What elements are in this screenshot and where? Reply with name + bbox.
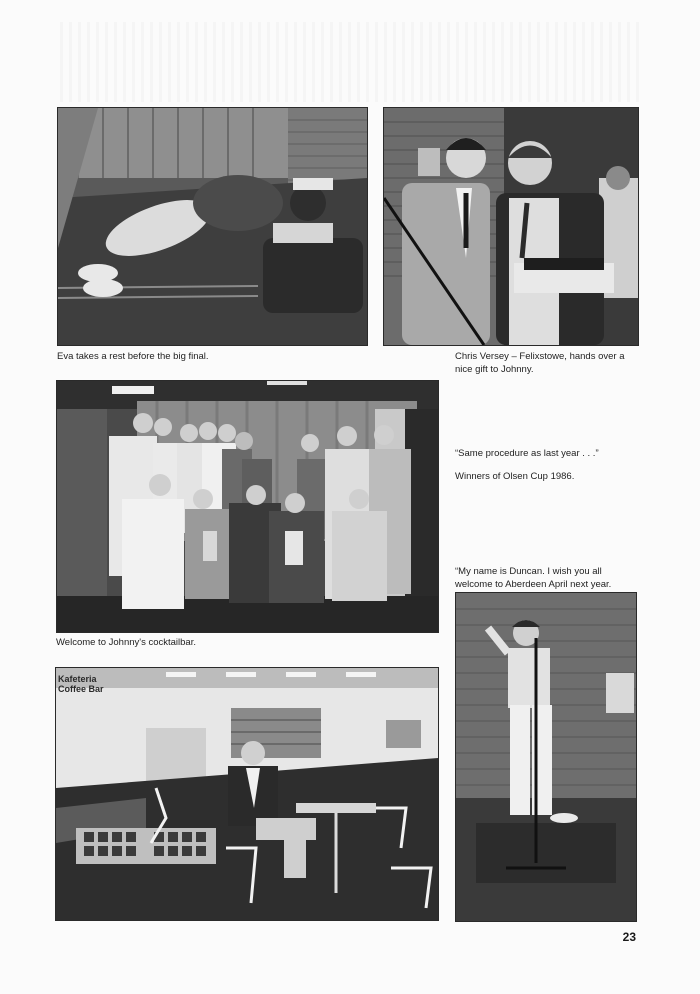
page-number: 23 bbox=[622, 930, 636, 944]
show-through-texture bbox=[60, 22, 640, 102]
caption-same-procedure: “Same procedure as last year . . .” bbox=[455, 448, 599, 459]
cafeteria-sign bbox=[58, 674, 104, 694]
caption-cocktailbar: Welcome to Johnny's cocktailbar. bbox=[56, 637, 196, 648]
caption-duncan-line-2: welcome to Aberdeen April next year. bbox=[455, 579, 612, 590]
photo-cafeteria bbox=[55, 667, 439, 921]
caption-gift-line-1: Chris Versey – Felixstowe, hands over a bbox=[455, 351, 625, 362]
caption-winners: Winners of Olsen Cup 1986. bbox=[455, 471, 575, 482]
photo-winners-group bbox=[56, 380, 439, 633]
photo-duncan-microphone bbox=[455, 592, 637, 922]
cafeteria-sign-line-1: Kafeteria bbox=[58, 674, 97, 684]
photo-gift-handover bbox=[383, 107, 639, 346]
caption-gift-handover bbox=[455, 350, 625, 376]
photo-eva-resting bbox=[57, 107, 368, 346]
cafeteria-sign-line-2: Coffee Bar bbox=[58, 684, 104, 694]
caption-eva: Eva takes a rest before the big final. bbox=[57, 351, 209, 362]
caption-duncan-line-1: “My name is Duncan. I wish you all bbox=[455, 566, 602, 577]
caption-gift-line-2: nice gift to Johnny. bbox=[455, 364, 534, 375]
caption-duncan bbox=[455, 565, 611, 591]
